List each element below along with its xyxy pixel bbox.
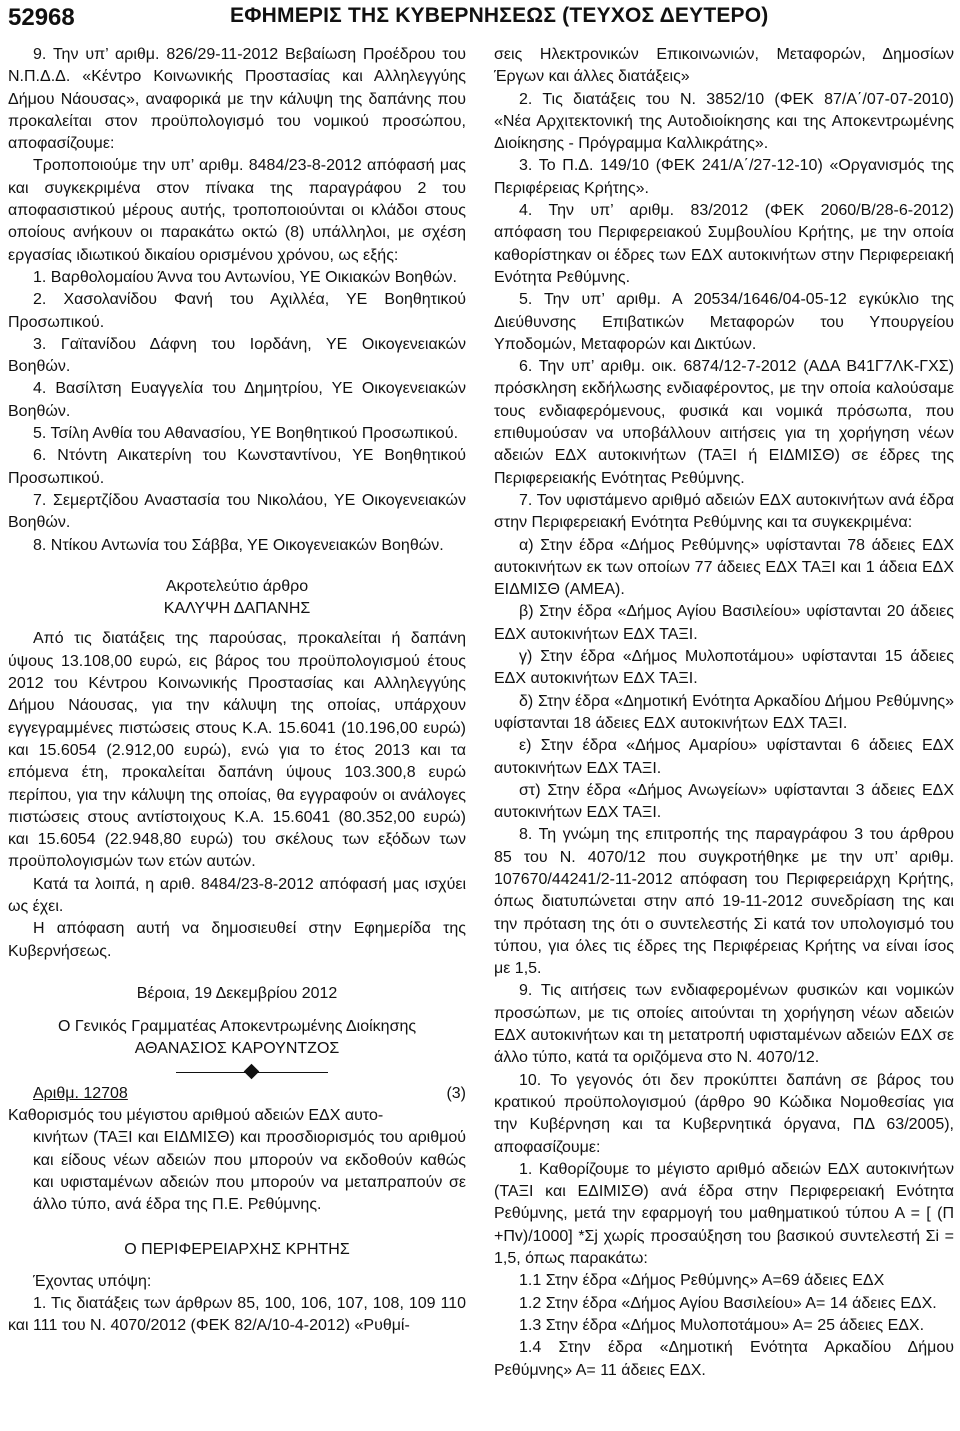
employee-item: 3. Γαϊτανίδου Δάφνη του Ιορδάνη, ΥΕ Οικογενειακών Βοηθών.: [8, 335, 466, 376]
paragraph-cost: Από τις διατάξεις της παρούσας, προκαλείται ή δαπάνη ύψους 13.108,00 ευρώ, εις βάρος του προϋπολογισμού έτους 2012 του Κέντρου Κοινωνικής Προστασίας και Αλληλεγγύης Δήμου Νάουσας, για την κάλυψη της οποίας, υπάρχουν εγγεγραμμένες πιστώσεις στους Κ.Α. 15.6041 (10.196,00 ευρώ) και 15.6054 (2.912,00 ευρώ), ενώ για το έτος 2013 και τα επόμενα έτη, προκαλείται δαπάνη ύψους 103.300,8 ευρώ περίπου, για την κάλυψη της οποίας, θα εγγραφούν οι ανάλογες πιστώσεις στους αντίστοιχους Κ.Α. 15.6041 (80.352,00 ευρώ) και 15.6054 (22.948,80 ευρώ) του σκέλους των εξόδων των προϋπολογισμών των ετών αυτών.: [8, 630, 466, 871]
employee-item: 7. Σεμερτζίδου Αναστασία του Νικολάου, ΥΕ Οικογενειακών Βοηθών.: [8, 491, 466, 532]
provision-3: 3. Το Π.Δ. 149/10 (ΦΕΚ 241/Α΄/27-12-10) «Οργανισμός της Περιφέρειας Κρήτης».: [494, 157, 954, 197]
provision-7e: ε) Στην έδρα «Δήμος Αμαρίου» υφίστανται 6 άδειες ΕΔΧ αυτοκινήτων ΕΔΧ ΤΑΞΙ.: [494, 737, 954, 777]
employee-item: 8. Ντίκου Αντωνία του Σάββα, ΥΕ Οικογενειακών Βοηθών.: [33, 536, 444, 554]
regional-head: Ο ΠΕΡΙΦΕΡΕΙΑΡΧΗΣ ΚΡΗΤΗΣ: [124, 1240, 350, 1258]
provision-4: 4. Την υπ’ αριθμ. 83/2012 (ΦΕΚ 2060/Β/28-6-2012) απόφαση του Περιφερειακού Συμβουλίου Κρήτης, με την οποία καθορίστηκαν οι έδρες των ΕΔΧ αυτοκινήτων στην Περιφερειακή Ενότητα Ρεθύμνης.: [494, 202, 954, 286]
provision-7c: γ) Στην έδρα «Δήμος Μυλοποτάμου» υφίστανται 15 άδειες ΕΔΧ αυτοκινήτων ΕΔΧ ΤΑΞΙ.: [494, 648, 954, 688]
page-number: 52968: [8, 4, 75, 31]
decision-number: Αριθμ. 12708: [33, 1084, 128, 1102]
gazette-title: ΕΦΗΜΕΡΙΣ ΤΗΣ ΚΥΒΕΡΝΗΣΕΩΣ (ΤΕΥΧΟΣ ΔΕΥΤΕΡΟ): [230, 4, 769, 27]
article-subtitle: ΚΑΛΥΨΗ ΔΑΠΑΝΗΣ: [163, 600, 311, 618]
place-date: Βέροια, 19 Δεκεμβρίου 2012: [136, 984, 338, 1002]
provision-7a: α) Στην έδρα «Δήμος Ρεθύμνης» υφίστανται 78 άδειες ΕΔΧ αυτοκινήτων εκ των οποίων 77 άδειες ΕΔΧ ΤΑΞΙ και 1 άδεια ΕΔΧ ΕΙΔΜΙΣΘ (ΑΜΕΑ).: [494, 536, 954, 599]
decision-1: 1. Καθορίζουμε το μέγιστο αριθμό αδειών ΕΔΧ αυτοκινήτων (ΤΑΞΙ και ΕΔΙΜΙΣΘ) ανά έδρα στην Περιφερειακή Ενότητα Ρεθύμνης, μετά την εφαρμογή του μαθηματικού τύπου Α = [ (Π +Πv)/1000] *Σj χωρίς προσαύξηση του βασικού συντελεστή Σi = 1,5, όπως παρακάτω:: [494, 1160, 954, 1268]
page-header: [0, 0, 960, 38]
provision-6: 6. Την υπ’ αριθμ. οικ. 6874/12-7-2012 (ΑΔΑ Β41Γ7ΛΚ-ΓΧΣ) πρόσκληση εκδήλωσης ενδιαφέροντος, με την οποία καλούσαμε τους ενδιαφερόμενους, φυσικά και νομικά πρόσωπα, που επιθυμούσαν να υποβάλλουν αιτήσεις για τη χορήγηση νέων αδειών ΕΔΧ αυτοκινήτων (ΤΑΞΙ ή ΕΙΔΜΙΣΘ) σε έδρες της Περιφερειακής Ενότητας Ρεθύμνης.: [494, 358, 954, 487]
employee-item: 1. Βαρθολομαίου Άννα του Αντωνίου, ΥΕ Οικιακών Βοηθών.: [33, 268, 457, 286]
provision-7: 7. Τον υφιστάμενο αριθμό αδειών ΕΔΧ αυτοκινήτων ανά έδρα στην Περιφερειακή Ενότητα Ρεθύμνης και τα συγκεκριμένα:: [494, 491, 954, 532]
signer-name: ΑΘΑΝΑΣΙΟΣ ΚΑΡΟΥΝΤΖΟΣ: [134, 1040, 340, 1058]
decision-1-3: 1.3 Στην έδρα «Δήμος Μυλοποτάμου» Α= 25 άδειες ΕΔΧ.: [519, 1316, 925, 1334]
provision-9: 9. Τις αιτήσεις των ενδιαφερομένων φυσικών και νομικών προσώπων, με τις οποίες αιτούνται τη χορήγηση νέων αδειών ΕΔΧ αυτοκινήτων και τη μετατροπή υφισταμένων αδειών ΕΔΧ σε άλλο τύπο, κατά τα οριζόμενα στο Ν. 4070/12.: [494, 982, 954, 1067]
right-column: [494, 44, 954, 1382]
provision-2: 2. Τις διατάξεις του Ν. 3852/10 (ΦΕΚ 87/Α΄/07-07-2010) «Νέα Αρχιτεκτονική της Αυτοδιοίκησης και της Αποκεντρωμένης Διοίκησης - Πρόγραμμα Καλλικράτης».: [494, 90, 954, 153]
provision-8: 8. Τη γνώμη της επιτροπής της παραγράφου 3 του άρθρου 85 του Ν. 4070/12 που συγκροτήθηκε με την υπ’ αριθμ. 107670/44241/2-11-2012 απόφαση του Περιφερειάρχη Κρήτης, όπως διατυπώνεται στην από 19-11-2012 συνεδρίαση της και την πρόταση της ότι ο συντελεστής Σi κατά τον υπολογισμό του τύπου, για όλες τις έδρες της Περιφέρειας Κρήτης να είναι ίσος με 1,5.: [494, 826, 954, 978]
paragraph-amendment: Τροποποιούμε την υπ’ αριθμ. 8484/23-8-2012 απόφασή μας και συγκεκριμένα στον πίνακα της παραγράφου 2 του αποφασιστικού μέρους αυτής, τροποποιούνται οι κλάδοι στους οποίους ανήκουν οι παρακάτω οκτώ (8) υπάλληλοι, με σχέση εργασίας ιδιωτικού δικαίου ορισμένου χρόνου, ως εξής:: [8, 157, 466, 264]
employee-item: 6. Ντόντη Αικατερίνη του Κωνσταντίνου, ΥΕ Βοηθητικού Προσωπικού.: [8, 447, 466, 487]
provision-7f: στ) Στην έδρα «Δήμος Ανωγείων» υφίστανται 3 άδειες ΕΔΧ αυτοκινήτων ΕΔΧ ΤΑΞΙ.: [494, 781, 954, 822]
decision-title-rest: κινήτων (ΤΑΞΙ και ΕΙΔΜΙΣΘ) και προσδιορισμός του αριθμού και είδους νέων αδειών που μπορούν να εκδοθούν καθώς και υφισταμένων αδειών που μπορούν να μεταπραπούν σε άλλο τύπο, ανά έδρα της Π.Ε. Ρεθύμνης.: [33, 1129, 466, 1214]
signer-title: Ο Γενικός Γραμματέας Αποκεντρωμένης Διοίκησης: [57, 1018, 417, 1036]
paragraph-rest: Κατά τα λοιπά, η αριθ. 8484/23-8-2012 απόφασή μας ισχύει ως έχει.: [8, 875, 466, 915]
employee-item: 5. Τσίλη Ανθία του Αθανασίου, ΥΕ Βοηθητικού Προσωπικού.: [33, 425, 459, 443]
decision-title-first-line: Καθορισμός του μέγιστου αριθμού αδειών ΕΔΧ αυτο-: [8, 1107, 384, 1125]
provision-7d: δ) Στην έδρα «Δημοτική Ενότητα Αρκαδίου Δήμου Ρεθύμνης» υφίστανται 18 άδειες ΕΔΧ αυτοκινήτων ΕΔΧ ΤΑΞΙ.: [494, 692, 954, 732]
employee-item: 2. Χασολανίδου Φανή του Αχιλλέα, ΥΕ Βοηθητικού Προσωπικού.: [8, 291, 466, 331]
article-title: Ακροτελεύτιο άρθρο: [165, 577, 309, 595]
decision-index: (3): [446, 1084, 466, 1102]
decision-1-1: 1.1 Στην έδρα «Δήμος Ρεθύμνης» Α=69 άδειες ΕΔΧ: [519, 1272, 885, 1290]
decision-1-4: 1.4 Στην έδρα «Δημοτική Ενότητα Αρκαδίου Δήμου Ρεθύμνης» Α= 11 άδειες ΕΔΧ.: [494, 1339, 954, 1379]
provision-7b: β) Στην έδρα «Δήμος Αγίου Βασιλείου» υφίστανται 20 άδειες ΕΔΧ αυτοκινήτων ΕΔΧ ΤΑΞΙ.: [494, 603, 954, 643]
provision-1: 1. Τις διατάξεις των άρθρων 85, 100, 106, 107, 108, 109 110 και 111 του Ν. 4070/2012 (ΦΕΚ 82/Α/10-4-2012) «Ρυθμί-: [8, 1295, 466, 1335]
employee-item: 4. Βασίλτση Ευαγγελία του Δημητρίου, ΥΕ Οικογενειακών Βοηθών.: [8, 380, 466, 420]
provision-1-continued: σεις Ηλεκτρονικών Επικοινωνιών, Μεταφορών, Δημοσίων Έργων και άλλες διατάξεις»: [494, 46, 954, 86]
decision-1-2: 1.2 Στην έδρα «Δήμος Αγίου Βασιλείου» Α= 14 άδειες ΕΔΧ.: [519, 1294, 937, 1312]
section-divider: [8, 1061, 466, 1083]
left-column: [8, 44, 466, 1338]
diamond-icon: [244, 1063, 260, 1079]
having-regard: Έχοντας υπόψη:: [33, 1272, 152, 1290]
provision-5: 5. Την υπ’ αριθμ. Α 20534/1646/04-05-12 εγκύκλιο της Διεύθυνσης Επιβατικών Μεταφορών του Υπουργείου Υποδομών, Μεταφορών και Δικτύων.: [494, 291, 954, 353]
decision-header: [8, 1083, 466, 1105]
paragraph-certificate: 9. Την υπ’ αριθμ. 826/29-11-2012 Βεβαίωση Προέδρου του Ν.Π.Δ.Δ. «Κέντρο Κοινωνικής Προστασίας και Αλληλεγγύης Δήμου Νάουσας», αναφορικά με την κάλυψη της δαπάνης που προκαλείται στον προϋπολογισμό του νομικού προσώπου, αποφασίζουμε:: [8, 46, 466, 153]
paragraph-publish: Η απόφαση αυτή να δημοσιευθεί στην Εφημερίδα της Κυβερνήσεως.: [8, 920, 466, 960]
provision-10: 10. Το γεγονός ότι δεν προκύπτει δαπάνη σε βάρος του κρατικού προϋπολογισμού (άρθρο 90 Κώδικα Νομοθεσίας για την Κυβέρνηση και τα Κυβερνητικά όργανα, ΠΔ 63/2005), αποφασίζουμε:: [494, 1071, 954, 1156]
